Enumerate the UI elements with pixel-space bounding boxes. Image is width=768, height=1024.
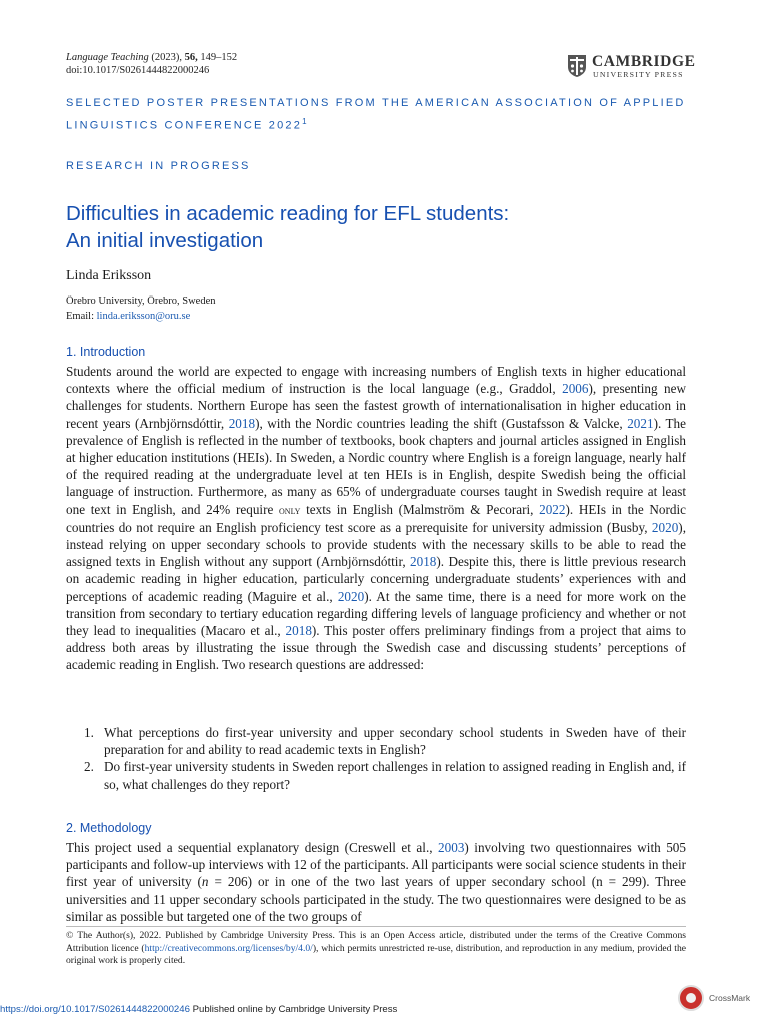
citation-link[interactable]: 2021 [627, 415, 654, 431]
article-title: Difficulties in academic reading for EFL students: An initial investigation [66, 202, 510, 252]
methods-paragraph: This project used a sequential explanatory design (Creswell et al., 2003) involving two questionnaires with 505 participants and follow-up interviews with 12 of the participants. All participants were social science students in their first year of university (n = 206) or in one of the two last years of upper secondary school (n = 299). Three universities and 11 upper secondary schools participated in the study. The two questionnaires were designed to be as similar as possible but targeted one of the two groups of [66, 840, 686, 924]
citation-link[interactable]: 2003 [438, 840, 465, 855]
copyright-notice: © The Author(s), 2022. Published by Cambridge University Press. This is an Open Access article, distributed under the terms of the Creative Commons Attribution licence (http://creativecommons.org/licenses/by/4.0/), which permits unrestricted re-use, distribution, and reproduction in any medium, provided the original work is properly cited. [66, 930, 687, 967]
methods-heading: 2. Methodology [66, 821, 152, 835]
citation-link[interactable]: 2020 [337, 588, 365, 604]
publisher-subname: UNIVERSITY PRESS [593, 70, 684, 79]
citation-link[interactable]: 2006 [562, 381, 589, 397]
journal-volume: 56, [184, 52, 198, 63]
journal-doi: doi:10.1017/S0261444822000246 [66, 65, 210, 76]
crossmark-icon [678, 985, 704, 1011]
author-affiliation: Örebro University, Örebro, Sweden Email: linda.eriksson@oru.se [66, 296, 216, 322]
cambridge-shield-icon [567, 54, 587, 78]
publisher-name: CAMBRIDGE [592, 53, 696, 70]
conference-kicker-line2: LINGUISTICS CONFERENCE 2022$^1$ [66, 117, 307, 132]
intro-paragraph: Students around the world are expected to engage with increasing numbers of English texts in higher educational contexts where the official medium of instruction is the local language (e.g., Graddol, 2006), presenting new challenges for students. Northern Europe has seen the fastest growth of internationalisation in higher education in recent years (Arnbjörnsdóttir, 2018), with the Nordic countries leading the shift (Gustafsson & Valcke, 2021). The prevalence of English is reflected in the number of textbooks, book chapters and journal articles assigned in English at higher education institutions (HEIs). In Sweden, a Nordic country where English is a foreign language, nearly half of the required reading at the undergraduate level at ten HEIs is in English, despite Swedish being the official language of instruction. Furthermore, as many as 65% of undergraduate courses taught in Swedish require at least one text in English, and 24% require only texts in English (Malmström & Pecorari, 2022). HEIs in the Nordic countries do not require an English proficiency test score as a prerequisite for university admission (Busby, 2020), instead relying on upper secondary schools to provide students with the necessary skills to be able to read the assigned texts in English without any support (Arnbjörnsdóttir, 2018). Despite this, there is little previous research on academic reading in higher education, particularly concerning undergraduate students’ experiences with and perceptions of academic reading (Maguire et al., 2020). At the same time, there is a need for more work on the transition from secondary to tertiary education regarding differing levels of language proficiency and whether or not they lead to inequalities (Macaro et al., 2018). This poster offers preliminary findings from a project that aims to address both areas by illustrating the issue through the Swedish case and discussing students’ perceptions of academic reading in English. Two research questions are addressed: [66, 364, 686, 673]
journal-name: Language Teaching [66, 52, 149, 63]
journal-year: (2023), [151, 52, 182, 63]
crossmark-badge[interactable]: CrossMark [678, 985, 758, 1013]
list-item: 2. Do first-year university students in Sweden report challenges in relation to assigned reading in English and, if so, what challenges do they report? [84, 759, 686, 792]
footnote-mark: 1 [302, 117, 307, 126]
journal-pages: 149–152 [200, 52, 238, 63]
author-name: Linda Eriksson [66, 268, 152, 283]
section-type: RESEARCH IN PROGRESS [66, 160, 251, 172]
doi-line: https://doi.org/10.1017/S0261444822000246 Published online by Cambridge University Press [0, 1004, 398, 1015]
conference-kicker-line1: SELECTED POSTER PRESENTATIONS FROM THE AMERICAN ASSOCIATION OF APPLIED [66, 97, 686, 109]
citation-link[interactable]: 2020 [651, 519, 679, 535]
license-link[interactable]: http://creativecommons.org/licenses/by/4.0/ [144, 942, 313, 954]
citation-link[interactable]: 2018 [285, 623, 312, 639]
research-questions-list [66, 724, 686, 793]
citation-link[interactable]: 2018 [410, 554, 437, 570]
publisher-logo [567, 52, 696, 80]
email-link[interactable]: linda.eriksson@oru.se [96, 311, 191, 322]
citation-link[interactable]: 2018 [228, 415, 256, 431]
journal-citation [66, 51, 237, 77]
list-item: 1. What perceptions do first-year university and upper secondary school students in Sweden have of their preparation for and ability to read academic texts in English? [84, 725, 686, 758]
doi-link[interactable]: https://doi.org/10.1017/S0261444822000246 [0, 1004, 190, 1015]
citation-link[interactable]: 2022 [539, 501, 566, 517]
intro-heading: 1. Introduction [66, 345, 146, 359]
footnote-divider [66, 926, 686, 927]
